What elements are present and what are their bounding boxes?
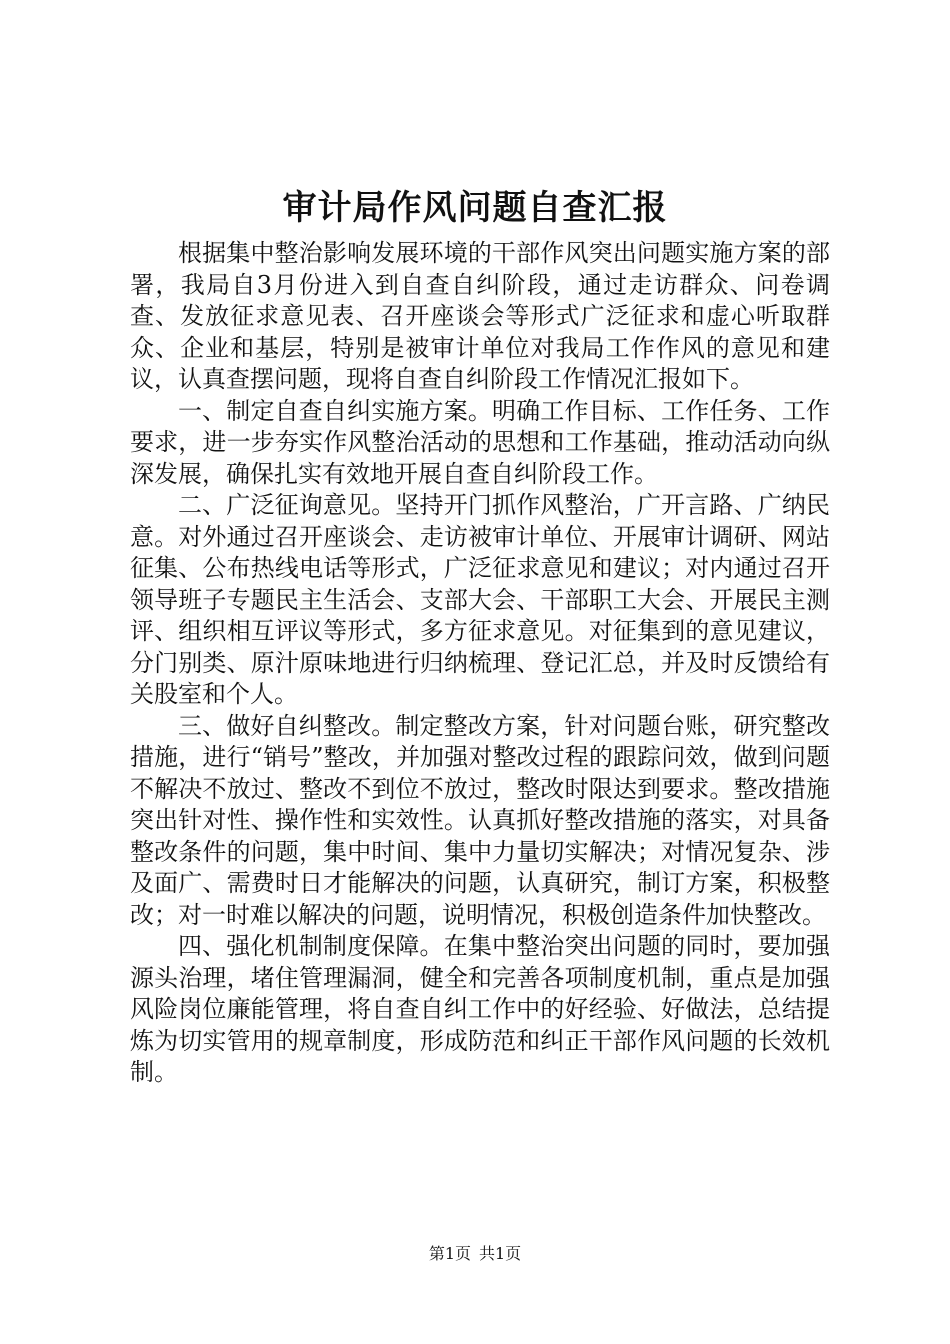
paragraph-section-4: 四、强化机制制度保障。在集中整治突出问题的同时，要加强源头治理，堵住管理漏洞，健全和完善各项制度机制，重点是加强风险岗位廉能管理，将自查自纠工作中的好经验、好做法，总结提炼为切实管用的规章制度，形成防范和纠正干部作风问题的长效机制。 (130, 932, 830, 1086)
document-title: 审计局作风问题自查汇报 (282, 188, 668, 228)
document-body (130, 238, 830, 1089)
page-footer (0, 1244, 950, 1264)
paragraph-intro: 根据集中整治影响发展环境的干部作风突出问题实施方案的部署，我局自3月份进入到自查自纠阶段，通过走访群众、问卷调查、发放征求意见表、召开座谈会等形式广泛征求和虚心听取群众、企业和基层，特别是被审计单位对我局工作作风的意见和建议，认真查摆问题，现将自查自纠阶段工作情况汇报如下。 (130, 239, 830, 393)
page-number-total: 共1页 (479, 1244, 522, 1263)
paragraph-section-2: 二、广泛征询意见。坚持开门抓作风整治，广开言路、广纳民意。对外通过召开座谈会、走访被审计单位、开展审计调研、网站征集、公布热线电话等形式，广泛征求意见和建议；对内通过召开领导班子专题民主生活会、支部大会、干部职工大会、开展民主测评、组织相互评议等形式，多方征求意见。对征集到的意见建议，分门别类、原汁原味地进行归纳梳理、登记汇总，并及时反馈给有关股室和个人。 (130, 491, 830, 708)
paragraph-section-3: 三、做好自纠整改。制定整改方案，针对问题台账，研究整改措施，进行“销号”整改，并加强对整改过程的跟踪问效，做到问题不解决不放过、整改不到位不放过，整改时限达到要求。整改措施突出针对性、操作性和实效性。认真抓好整改措施的落实，对具备整改条件的问题，集中时间、集中力量切实解决；对情况复杂、涉及面广、需费时日才能解决的问题，认真研究，制订方案，积极整改；对一时难以解决的问题，说明情况，积极创造条件加快整改。 (130, 711, 830, 929)
page-number-current: 第1页 (428, 1244, 471, 1263)
paragraph-section-1: 一、制定自查自纠实施方案。明确工作目标、工作任务、工作要求，进一步夯实作风整治活动的思想和工作基础，推动活动向纵深发展，确保扎实有效地开展自查自纠阶段工作。 (130, 396, 830, 488)
